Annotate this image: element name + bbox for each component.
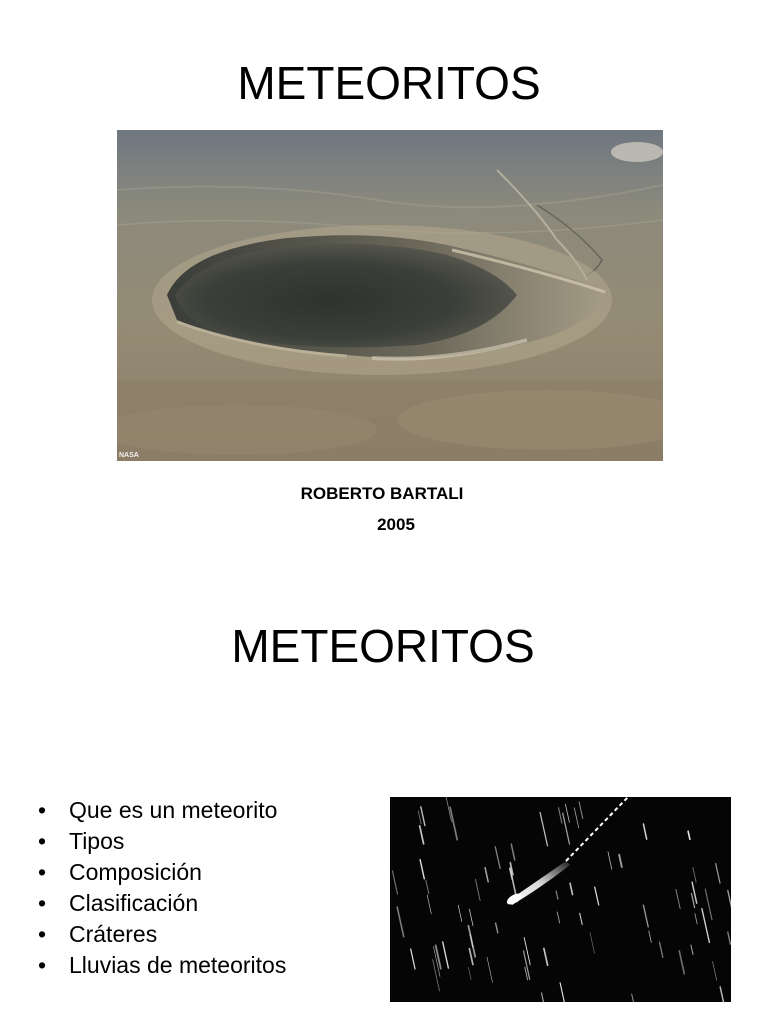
list-item-label: Cráteres (69, 921, 158, 947)
meteor-photo (390, 797, 731, 1002)
bullet-icon: • (38, 890, 47, 916)
list-item (38, 795, 286, 826)
topics-list (38, 795, 286, 981)
list-item (38, 888, 286, 919)
bullet-icon: • (38, 828, 47, 854)
list-item (38, 826, 286, 857)
bullet-icon: • (38, 921, 47, 947)
bullet-icon: • (38, 797, 47, 823)
bullet-icon: • (38, 859, 47, 885)
bullet-icon: • (38, 952, 47, 978)
author-year: 2005 (377, 515, 415, 534)
slide-1-title: METEORITOS (237, 57, 541, 109)
list-item-label: Composición (69, 859, 202, 885)
list-item (38, 919, 286, 950)
list-item-label: Lluvias de meteoritos (69, 952, 287, 978)
photo-credit: NASA (119, 452, 139, 459)
list-item-label: Clasificación (69, 890, 199, 916)
list-item-label: Que es un meteorito (69, 797, 278, 823)
list-item (38, 950, 286, 981)
crater-photo (117, 130, 663, 461)
list-item-label: Tipos (69, 828, 125, 854)
slide-2-title: METEORITOS (231, 620, 535, 672)
author-name: ROBERTO BARTALI (300, 484, 464, 503)
list-item (38, 857, 286, 888)
